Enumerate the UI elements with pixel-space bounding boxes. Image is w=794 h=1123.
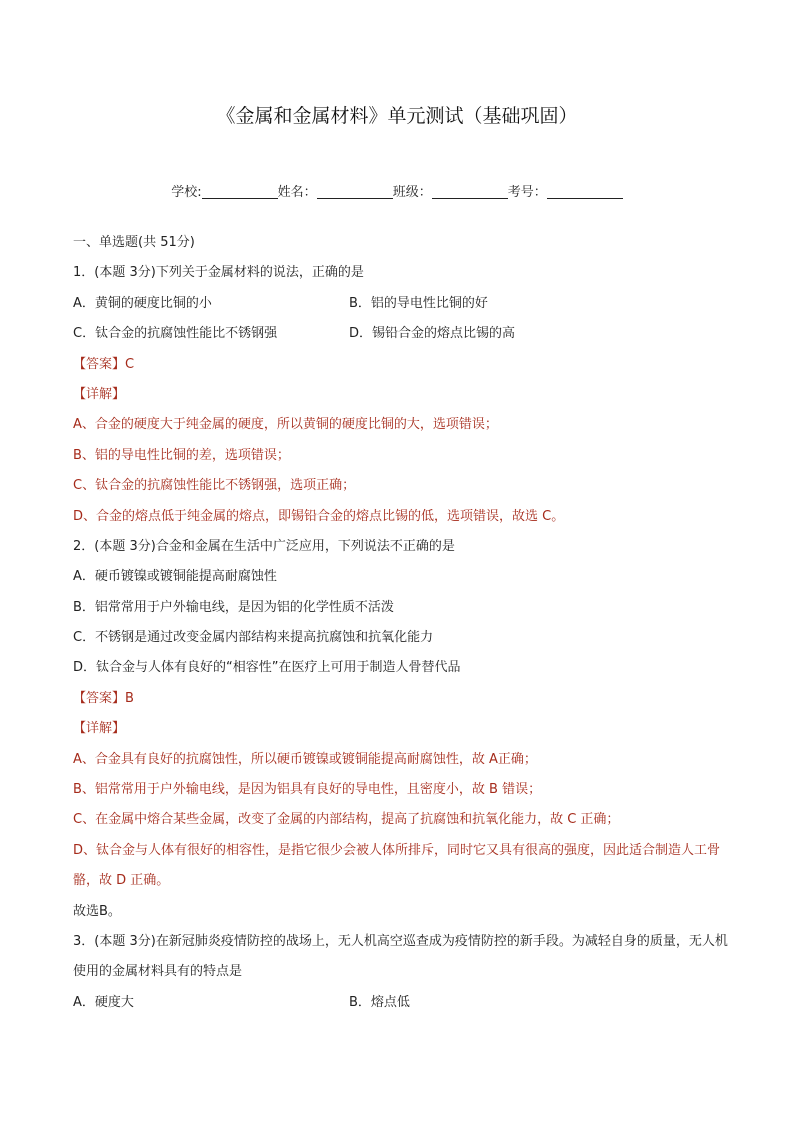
number-label: 考号： — [507, 185, 547, 200]
explanation-line: D、钛合金与人体有很好的相容性，是指它很少会被人体所排斥，同时它又具有很高的强度，因此适合制造人工骨骼，故 D 正确。 — [73, 842, 721, 889]
option-d: D．锡铅合金的熔点比锡的高 — [349, 326, 516, 342]
question-1-options-cd — [73, 319, 733, 349]
number-blank[interactable] — [547, 184, 623, 199]
option-a: A．硬度大 — [73, 994, 134, 1010]
name-blank[interactable] — [317, 184, 393, 199]
option-b: B．熔点低 — [349, 994, 410, 1010]
option-b: B．铝常常用于户外输电线，是因为铝的化学性质不活泼 — [73, 599, 394, 615]
question-2-stem: 2．(本题 3分)合金和金属在生活中广泛应用，下列说法不正确的是 — [73, 538, 455, 554]
explanation-line: A、合金的硬度大于纯金属的硬度，所以黄铜的硬度比铜的大，选项错误； — [73, 417, 498, 433]
exam-content — [73, 228, 733, 1018]
name-label: 姓名： — [277, 185, 317, 200]
answer-tag: 【答案】 — [73, 356, 126, 372]
option-b: B．铝的导电性比铜的好 — [349, 295, 488, 311]
section-heading: 一、单选题(共 51分) — [73, 235, 195, 250]
answer-2 — [73, 684, 733, 714]
explanation-line: C、在金属中熔合某些金属，改变了金属的内部结构，提高了抗腐蚀和抗氧化能力，故 C 正确； — [73, 812, 620, 828]
question-1-stem: 1．(本题 3分)下列关于金属材料的说法，正确的是 — [73, 265, 364, 281]
answer-1 — [73, 350, 733, 380]
option-c: C．钛合金的抗腐蚀性能比不锈钢强 — [73, 326, 278, 342]
student-info-line — [0, 181, 794, 200]
answer-tag: 【答案】 — [73, 690, 126, 706]
explanation-line: B、铝的导电性比铜的差，选项错误； — [73, 447, 290, 463]
page-title: 《金属和金属材料》单元测试（基础巩固） — [216, 105, 578, 127]
option-c: C．不锈钢是通过改变金属内部结构来提高抗腐蚀和抗氧化能力 — [73, 630, 434, 646]
answer-value: C — [125, 356, 135, 372]
explanation-line: C、钛合金的抗腐蚀性能比不锈钢强，选项正确； — [73, 478, 356, 494]
answer-value: B — [125, 690, 134, 706]
question-1-options-ab — [73, 289, 733, 319]
class-blank[interactable] — [432, 184, 508, 199]
question-3-stem: 3．(本题 3分)在新冠肺炎疫情防控的战场上，无人机高空巡查成为疫情防控的新手段。为减轻自身的质量，无人机使用的金属材料具有的特点是 — [73, 934, 728, 980]
option-a: A．黄铜的硬度比铜的小 — [73, 295, 212, 311]
explanation-line: A、合金具有良好的抗腐蚀性，所以硬币镀镍或镀铜能提高耐腐蚀性，故 A正确； — [73, 751, 537, 767]
class-label: 班级： — [392, 185, 432, 200]
explanation-line: B、铝常常用于户外输电线，是因为铝具有良好的导电性，且密度小，故 B 错误； — [73, 782, 542, 798]
option-a: A．硬币镀镍或镀铜能提高耐腐蚀性 — [73, 569, 277, 585]
question-3-options-ab — [73, 988, 733, 1018]
school-label: 学校: — [171, 185, 202, 200]
school-blank[interactable] — [202, 184, 278, 199]
explanation-line: D、合金的熔点低于纯金属的熔点，即锡铅合金的熔点比锡的低，选项错误，故选 C。 — [73, 508, 565, 524]
conclusion: 故选B。 — [73, 903, 121, 919]
option-d: D．钛合金与人体有良好的“相容性”在医疗上可用于制造人骨替代品 — [73, 660, 461, 676]
detail-1-tag: 【详解】 — [73, 386, 126, 402]
detail-2-tag: 【详解】 — [73, 721, 126, 737]
